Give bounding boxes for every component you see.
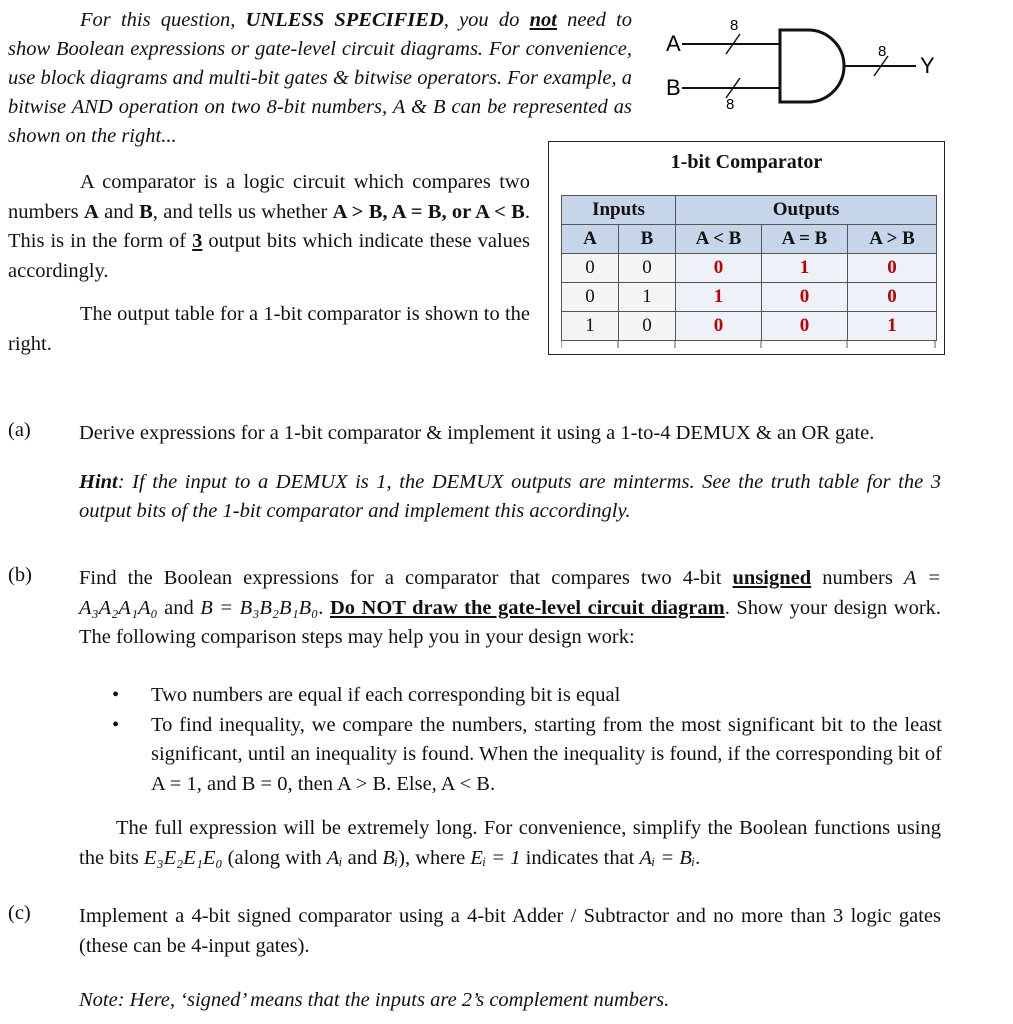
- bullet-icon: •: [112, 713, 120, 736]
- part-a-body: [79, 419, 941, 527]
- math-b: B = B₃B₂B₁B₀: [200, 596, 319, 619]
- cell-a: 0: [562, 283, 619, 312]
- hint-text: : If the input to a DEMUX is 1, the DEMUX outputs are minterms. See the truth table for the 3 output bits of the 1-bit comparator and implement this accordingly.: [79, 470, 941, 522]
- gate-input-b-label: B: [666, 75, 681, 100]
- unless-specified: UNLESS SPECIFIED: [245, 9, 444, 31]
- table-row: [562, 254, 937, 283]
- cell-gt: 1: [848, 312, 937, 341]
- cell-b: 0: [619, 254, 676, 283]
- math-e-bits: E₃E₂E₁E₀: [143, 846, 223, 869]
- full-text: and: [342, 846, 383, 869]
- part-a-label: (a): [8, 419, 31, 441]
- desc-text: output bits which indicate these values accordingly.: [8, 230, 531, 282]
- gate-input-a-label: A: [666, 31, 681, 56]
- cell-b: 0: [619, 312, 676, 341]
- width-y-label: 8: [878, 43, 887, 60]
- hint-label: Hint: [79, 470, 118, 493]
- part-c-body: [79, 902, 941, 961]
- bullet-text: Two numbers are equal if each corresponding bit is equal: [151, 684, 621, 706]
- part-c-text: Implement a 4-bit signed comparator using a 4-bit Adder / Subtractor and no more than 3 logic gates (these can be 4-input gates).: [79, 905, 941, 957]
- intro-text: need to show Boolean expressions or gate-level circuit diagrams. For convenience, use block diagrams and multi-bit gates & bitwise operators. For example, a bitwise AND operation on two 8-bit numbers, A & B can be represented as shown on the right...: [8, 9, 632, 147]
- unsigned-emphasis: unsigned: [732, 567, 812, 589]
- math-a: A = A₃A₂A₁A₀: [79, 567, 941, 619]
- full-text: (along with: [222, 846, 327, 869]
- desc-b: B: [139, 200, 153, 223]
- cell-gt: 0: [848, 283, 937, 312]
- intro-paragraph: [8, 6, 632, 151]
- part-c-note: Note: Here, ‘signed’ means that the inputs are 2’s complement numbers.: [79, 989, 670, 1011]
- cell-eq: 0: [762, 283, 848, 312]
- bullet-icon: •: [112, 684, 120, 706]
- inputs-header: Inputs: [562, 196, 676, 225]
- desc-text: . This is in the form of: [8, 200, 530, 252]
- desc-text: , and tells us whether: [152, 200, 333, 223]
- not-emphasis: not: [529, 9, 557, 31]
- math-ei: Eᵢ = 1: [470, 846, 521, 869]
- part-b-text: and: [157, 596, 201, 619]
- desc-text: and: [98, 200, 140, 223]
- table-row: [562, 312, 937, 341]
- desc-relations: A > B, A = B, or A < B: [332, 200, 525, 223]
- width-b-label: 8: [726, 96, 735, 110]
- outputs-header: Outputs: [676, 196, 937, 225]
- math-ai-eq-bi: Aᵢ = Bᵢ: [639, 846, 696, 869]
- cell-eq: 1: [762, 254, 848, 283]
- do-not-draw-emphasis: Do NOT draw the gate-level circuit diagram: [329, 596, 725, 619]
- bullet-text: To find inequality, we compare the numbers, starting from the most significant bit to the least significant, until an inequality is found. When the inequality is found, if the corresponding bit of A = 1, and B = 0, then A > B. Else, A < B.: [151, 713, 942, 795]
- col-b-header: B: [619, 225, 676, 254]
- table-row: [562, 283, 937, 312]
- math-ai: Aᵢ: [326, 846, 343, 869]
- full-text: ), where: [398, 846, 471, 869]
- desc-three: 3: [192, 230, 203, 252]
- comparison-steps-list: [112, 681, 942, 799]
- simplification-note: [79, 814, 941, 873]
- cropped-row-edge: [561, 340, 936, 348]
- cell-a: 0: [562, 254, 619, 283]
- comparator-truth-table: [561, 195, 937, 341]
- col-a-header: A: [562, 225, 619, 254]
- cell-lt: 0: [676, 312, 762, 341]
- part-b-text: Find the Boolean expressions for a comparator that compares two 4-bit: [79, 567, 733, 589]
- comparator-table-box: [548, 141, 945, 355]
- col-lt-header: A < B: [676, 225, 762, 254]
- part-a-text: Derive expressions for a 1-bit comparator & implement it using a 1-to-4 DEMUX & an OR gate.: [79, 422, 875, 444]
- part-b-text: .: [318, 596, 330, 619]
- cell-eq: 0: [762, 312, 848, 341]
- col-eq-header: A = B: [762, 225, 848, 254]
- cell-lt: 1: [676, 283, 762, 312]
- and-gate-icon: [780, 30, 844, 102]
- math-bi: Bᵢ: [382, 846, 399, 869]
- gate-output-label: Y: [920, 53, 935, 78]
- intro-text: For this question,: [80, 9, 246, 31]
- full-text: indicates that: [520, 846, 640, 869]
- part-c-label: (c): [8, 902, 31, 924]
- list-item: [112, 711, 942, 800]
- full-text: .: [695, 846, 701, 869]
- part-b-body: [79, 564, 941, 653]
- part-b-text: numbers: [811, 567, 904, 589]
- table-reference-text: The output table for a 1-bit comparator is shown to the right.: [8, 303, 530, 355]
- part-b-text: . Show your design work. The following comparison steps may help you in your design work:: [79, 596, 942, 648]
- list-item: [112, 681, 942, 711]
- comparator-description: [8, 168, 530, 359]
- desc-text: A comparator is a logic circuit which compares two numbers: [8, 171, 530, 223]
- width-a-label: 8: [730, 17, 739, 34]
- cell-a: 1: [562, 312, 619, 341]
- col-gt-header: A > B: [848, 225, 937, 254]
- part-b-label: (b): [8, 564, 32, 586]
- desc-a: A: [83, 200, 99, 223]
- cell-lt: 0: [676, 254, 762, 283]
- part-a-hint: [79, 468, 941, 527]
- cell-b: 1: [619, 283, 676, 312]
- bitwise-and-diagram: [660, 10, 950, 110]
- cell-gt: 0: [848, 254, 937, 283]
- table-title: 1-bit Comparator: [670, 151, 823, 173]
- intro-text: , you do: [443, 9, 530, 31]
- full-text: The full expression will be extremely long. For convenience, simplify the Boolean functions using the bits: [79, 817, 941, 869]
